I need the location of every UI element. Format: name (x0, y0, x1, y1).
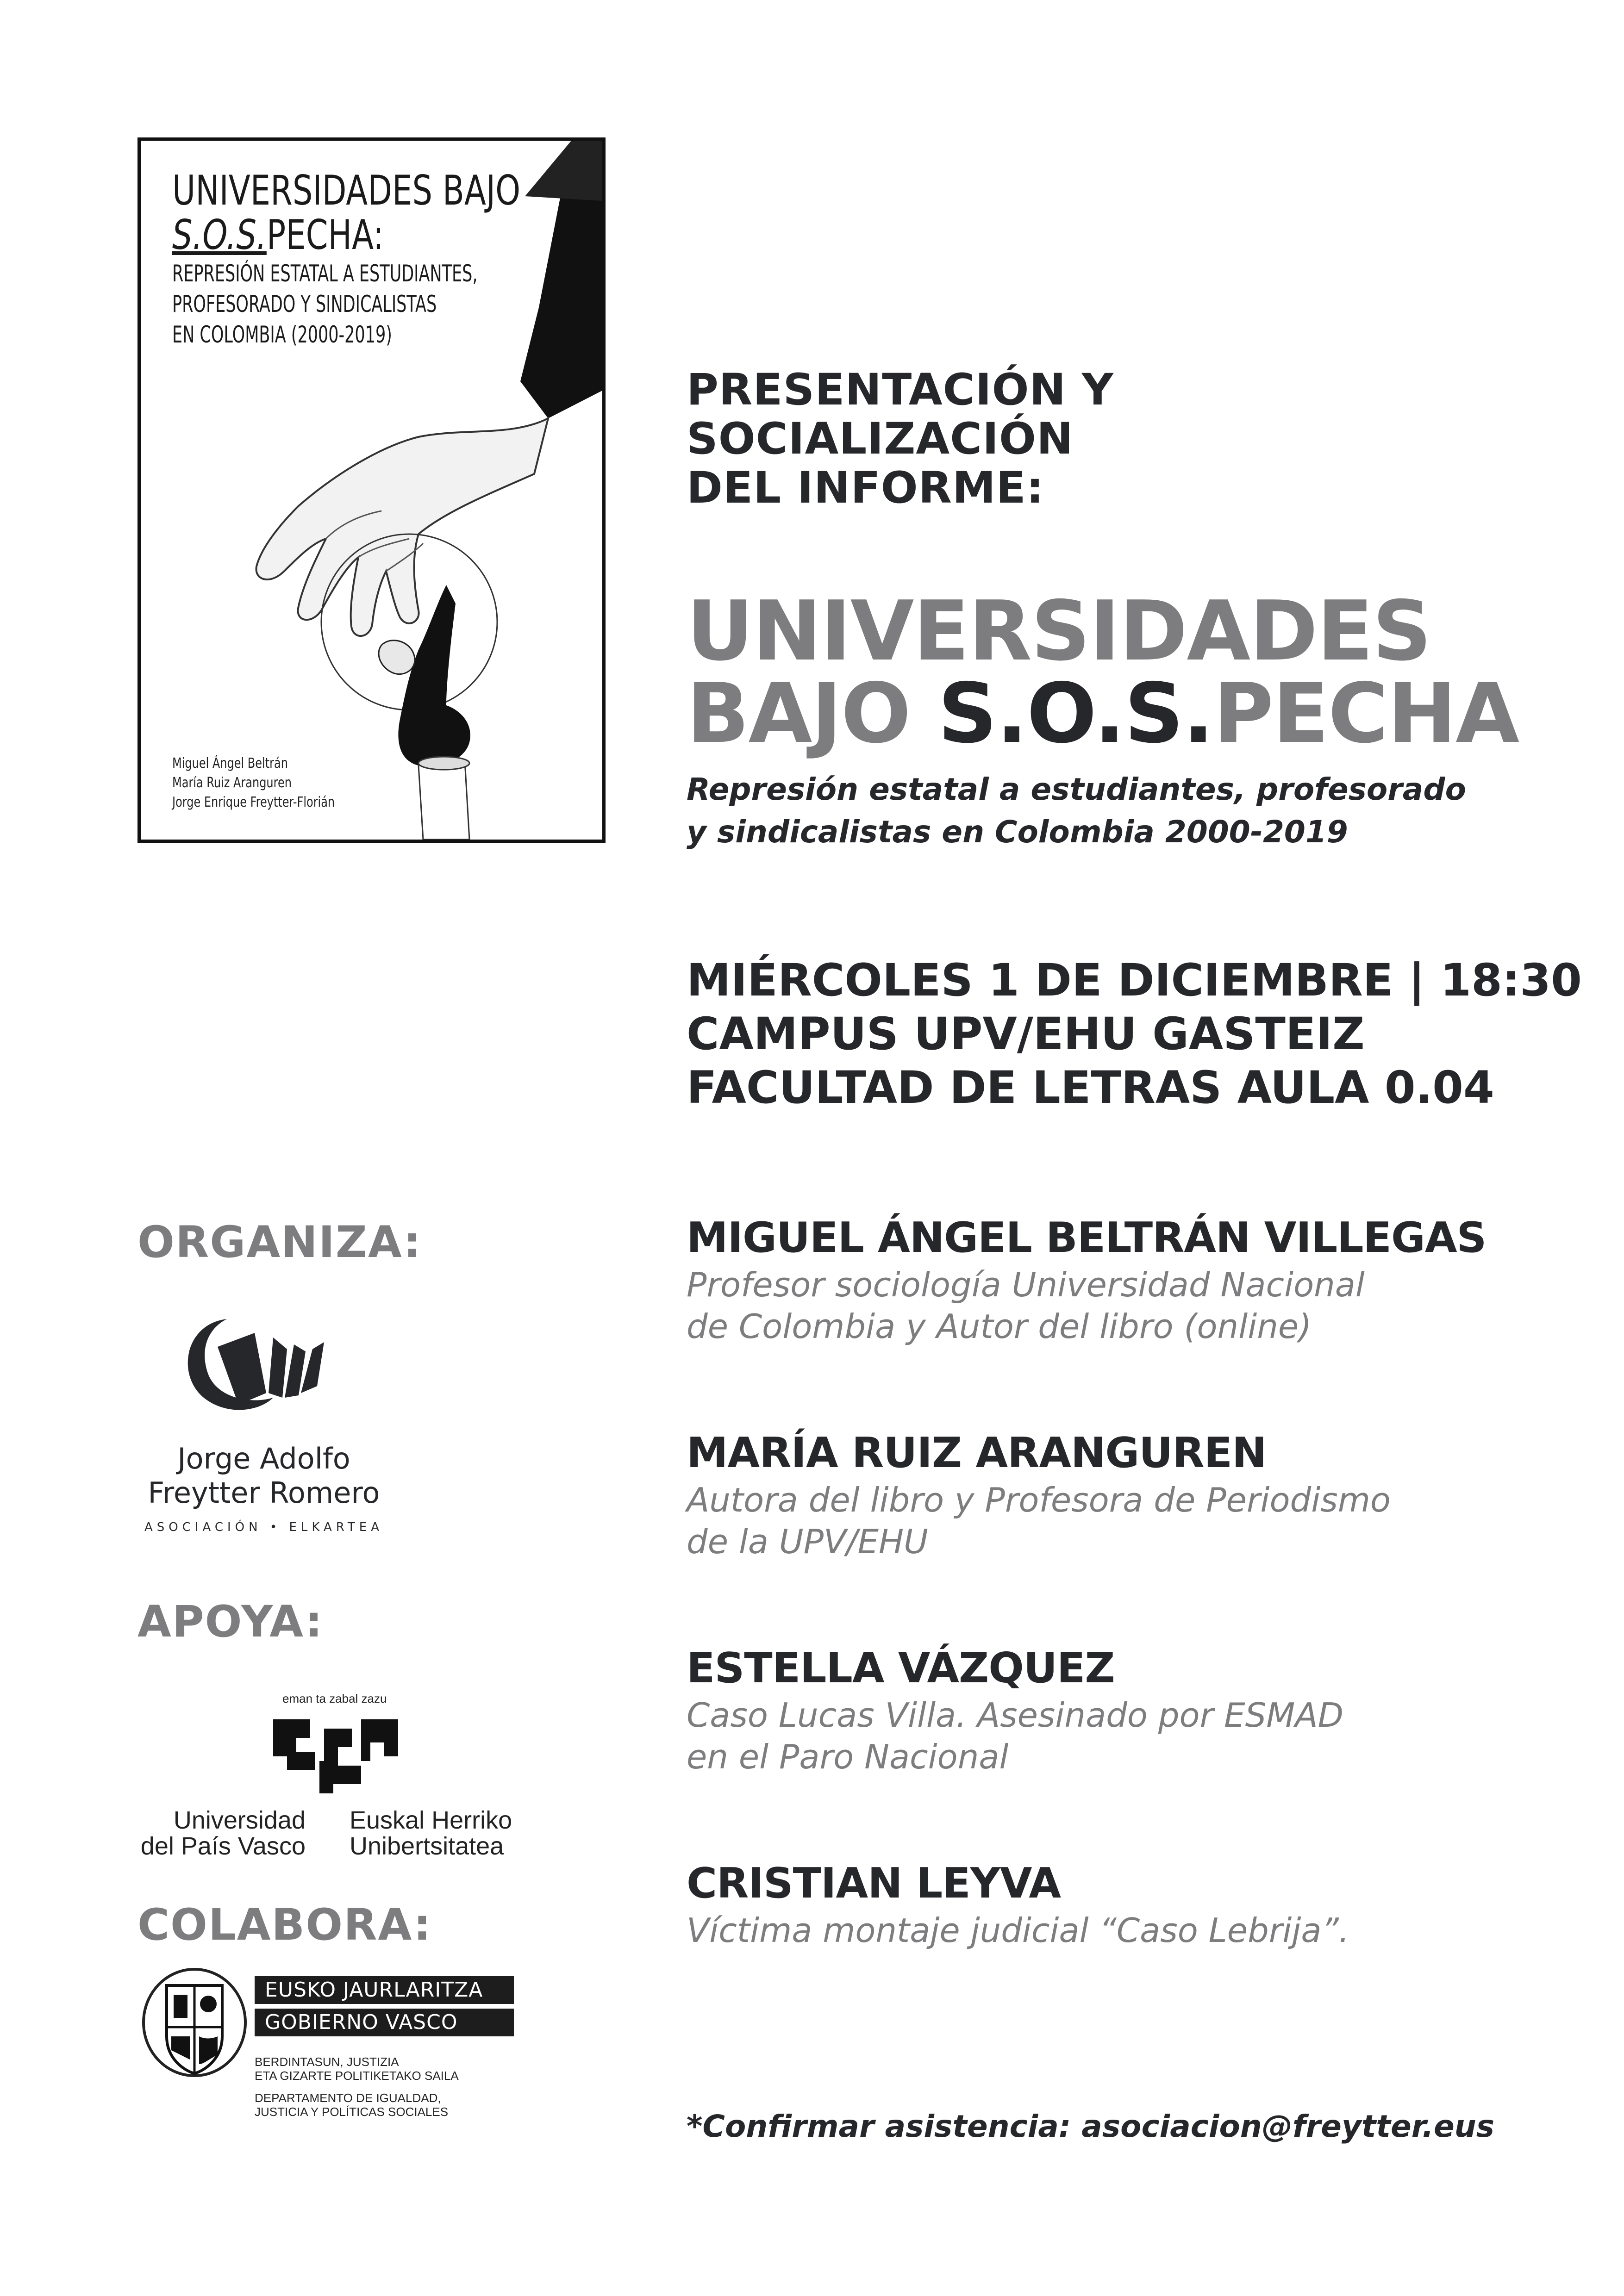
organizer-logo (134, 1305, 412, 1546)
report-subtitle (687, 768, 1466, 853)
speaker-block (687, 1215, 1486, 1347)
book-cover (137, 137, 606, 843)
speaker-block (687, 1860, 1349, 1951)
event-date-time: MIÉRCOLES 1 DE DICIEMBRE | 18:30 (687, 954, 1582, 1006)
speaker-description (687, 1694, 1343, 1778)
collaborator-logo (139, 1967, 537, 2152)
organiza-label: ORGANIZA: (137, 1217, 422, 1268)
coat-of-arms-icon (139, 1967, 250, 2087)
cover-title-line2 (172, 213, 490, 257)
upv-name-eu (350, 1807, 512, 1859)
speaker-desc-line: Profesor sociología Universidad Nacional (687, 1265, 1365, 1304)
upv-name-es-line: del País Vasco (140, 1832, 306, 1860)
event-room: FACULTAD DE LETRAS AULA 0.04 (687, 1062, 1494, 1114)
speaker-description (687, 1264, 1486, 1347)
report-title-line2 (687, 666, 1519, 761)
speaker-name: ESTELLA VÁZQUEZ (687, 1644, 1115, 1692)
speaker-desc-line: Caso Lucas Villa. Asesinado por ESMAD (687, 1696, 1344, 1735)
book-logo-icon (134, 1305, 394, 1435)
report-subtitle-line: y sindicalistas en Colombia 2000-2019 (687, 814, 1348, 850)
intro-line: PRESENTACIÓN Y (687, 365, 1114, 415)
speaker-block (687, 1645, 1343, 1778)
cover-author: María Ruiz Aranguren (172, 775, 292, 791)
event-details (687, 953, 1582, 1114)
upv-emblem-icon (269, 1710, 417, 1803)
cover-title-line1: UNIVERSIDADES BAJO (172, 167, 521, 214)
cover-title-pecha: PECHA: (266, 211, 384, 259)
organizer-name-line: Freytter Romero (148, 1476, 380, 1510)
report-title (687, 583, 1519, 761)
supporter-logo (134, 1692, 532, 1867)
gv-dept-line: JUSTICIA Y POLÍTICAS SOCIALES (255, 2105, 449, 2119)
gv-dept-line: DEPARTAMENTO DE IGUALDAD, (255, 2091, 441, 2105)
upv-motto: eman ta zabal zazu (282, 1692, 387, 1705)
report-title-bajo: BAJO (687, 666, 938, 761)
speaker-description (687, 1910, 1349, 1951)
speaker-name: MIGUEL ÁNGEL BELTRÁN VILLEGAS (687, 1213, 1487, 1262)
organizer-name-line: Jorge Adolfo (177, 1442, 350, 1475)
speaker-name: CRISTIAN LEYVA (687, 1859, 1061, 1908)
gv-dept-es (255, 2091, 448, 2119)
cover-subtitle-line: PROFESORADO Y SINDICALISTAS (172, 291, 437, 317)
cover-title (172, 168, 580, 349)
intro-heading (687, 366, 1114, 513)
speaker-name: MARÍA RUIZ ARANGUREN (687, 1429, 1267, 1477)
speaker-desc-line: de Colombia y Autor del libro (online) (687, 1307, 1312, 1346)
intro-line: SOCIALIZACIÓN (687, 414, 1074, 464)
rsvp-note: *Confirmar asistencia: asociacion@freytter.eus (687, 2109, 1494, 2144)
speaker-desc-line: en el Paro Nacional (687, 1737, 1009, 1776)
cover-author: Miguel Ángel Beltrán (172, 755, 288, 772)
apoya-label: APOYA: (137, 1597, 324, 1647)
upv-name-eu-line: Euskal Herriko (350, 1806, 512, 1834)
event-campus: CAMPUS UPV/EHU GASTEIZ (687, 1008, 1365, 1060)
gv-bar-es: GOBIERNO VASCO (255, 2009, 514, 2036)
gv-dept-eu (255, 2055, 459, 2083)
cover-subtitle-line: EN COLOMBIA (2000-2019) (172, 321, 392, 348)
intro-line: DEL INFORME: (687, 463, 1044, 513)
upv-name-eu-line: Unibertsitatea (350, 1832, 504, 1860)
gv-dept-line: BERDINTASUN, JUSTIZIA (255, 2055, 399, 2069)
cover-authors (172, 754, 335, 812)
speaker-desc-line: Víctima montaje judicial “Caso Lebrija”. (687, 1911, 1349, 1950)
cover-subtitle-line: REPRESIÓN ESTATAL A ESTUDIANTES, (172, 260, 478, 287)
report-title-pecha: PECHA (1213, 666, 1519, 761)
colabora-label: COLABORA: (137, 1900, 432, 1950)
gv-dept-line: ETA GIZARTE POLITIKETAKO SAILA (255, 2069, 459, 2083)
report-subtitle-line: Represión estatal a estudiantes, profesorado (687, 772, 1466, 807)
cover-pedestal (418, 761, 469, 840)
report-title-line1: UNIVERSIDADES (687, 583, 1431, 679)
report-title-sos: S.O.S. (937, 666, 1213, 761)
speaker-desc-line: Autora del libro y Profesora de Periodismo (687, 1481, 1391, 1519)
speaker-desc-line: de la UPV/EHU (687, 1522, 928, 1561)
cover-title-sos: S.O.S. (172, 211, 267, 259)
upv-name-es (134, 1807, 306, 1859)
gv-bar-eu: EUSKO JAURLARITZA (255, 1976, 514, 2004)
speaker-block (687, 1430, 1391, 1562)
upv-name-es-line: Universidad (173, 1806, 306, 1834)
cover-hand (256, 418, 548, 636)
cover-author: Jorge Enrique Freytter-Florián (172, 794, 335, 810)
speaker-description (687, 1479, 1391, 1562)
organizer-subtitle: ASOCIACIÓN • ELKARTEA (144, 1520, 384, 1534)
